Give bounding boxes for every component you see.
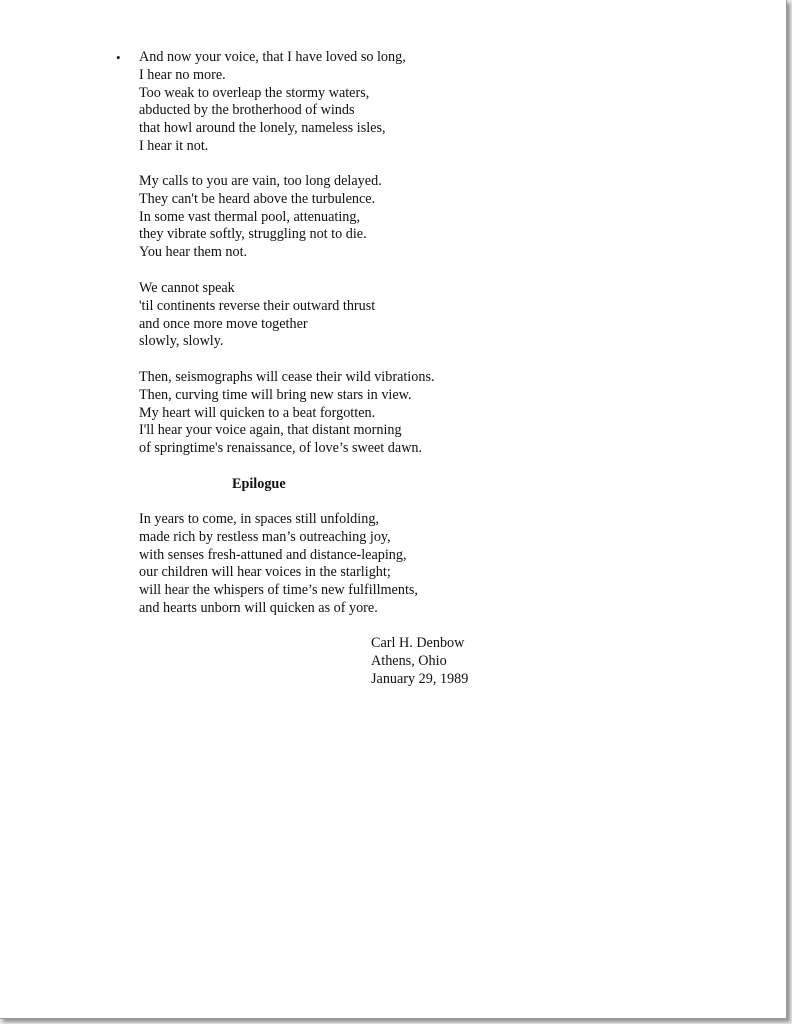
- poem-line: our children will hear voices in the starlight;: [139, 564, 391, 581]
- poem-line: I'll hear your voice again, that distant morning: [139, 422, 402, 439]
- author-name: Carl H. Denbow: [371, 635, 465, 651]
- poem-line: slowly, slowly.: [139, 333, 224, 350]
- author-location: Athens, Ohio: [371, 652, 447, 669]
- signature-date: January 29, 1989: [371, 670, 469, 687]
- poem-line: made rich by restless man’s outreaching joy,: [139, 528, 391, 545]
- poem-stanza-2: [139, 173, 382, 262]
- poem-line: they vibrate softly, struggling not to die.: [139, 226, 367, 243]
- poem-line: You hear them not.: [139, 244, 248, 261]
- poem-line: and once more move together: [139, 315, 308, 332]
- poem-line: In years to come, in spaces still unfolding,: [139, 511, 379, 527]
- poem-line: We cannot speak: [139, 280, 235, 296]
- poem-line: My calls to you are vain, too long delayed.: [139, 173, 382, 189]
- poem-line: Then, curving time will bring new stars in view.: [139, 386, 412, 403]
- poem-line: with senses fresh-attuned and distance-leaping,: [139, 546, 407, 563]
- poem-line: And now your voice, that I have loved so long,: [139, 49, 406, 65]
- poem-line: that howl around the lonely, nameless isles,: [139, 120, 386, 137]
- poem-line: They can't be heard above the turbulence.: [139, 190, 376, 207]
- poem-line: of springtime's renaissance, of love’s sweet dawn.: [139, 440, 423, 457]
- epilogue-stanza: [139, 511, 418, 618]
- poem-line: In some vast thermal pool, attenuating,: [139, 208, 361, 225]
- poem-stanza-1: [139, 49, 406, 156]
- poem-line: My heart will quicken to a beat forgotten.: [139, 404, 376, 421]
- poem-line: and hearts unborn will quicken as of yore.: [139, 599, 378, 616]
- signature-block: [371, 635, 468, 688]
- epilogue-heading: Epilogue: [232, 476, 286, 492]
- poem-line: Too weak to overleap the stormy waters,: [139, 84, 370, 101]
- bullet-marker: •: [116, 50, 121, 65]
- poem-stanza-3: [139, 280, 375, 351]
- poem-line: I hear no more.: [139, 66, 226, 83]
- poem-line: will hear the whispers of time’s new fulfillments,: [139, 582, 418, 599]
- poem-line: 'til continents reverse their outward thrust: [139, 297, 376, 314]
- poem-stanza-4: [139, 369, 435, 458]
- poem-line: I hear it not.: [139, 137, 209, 154]
- poem-line: abducted by the brotherhood of winds: [139, 102, 355, 119]
- poem-line: Then, seismographs will cease their wild vibrations.: [139, 369, 435, 385]
